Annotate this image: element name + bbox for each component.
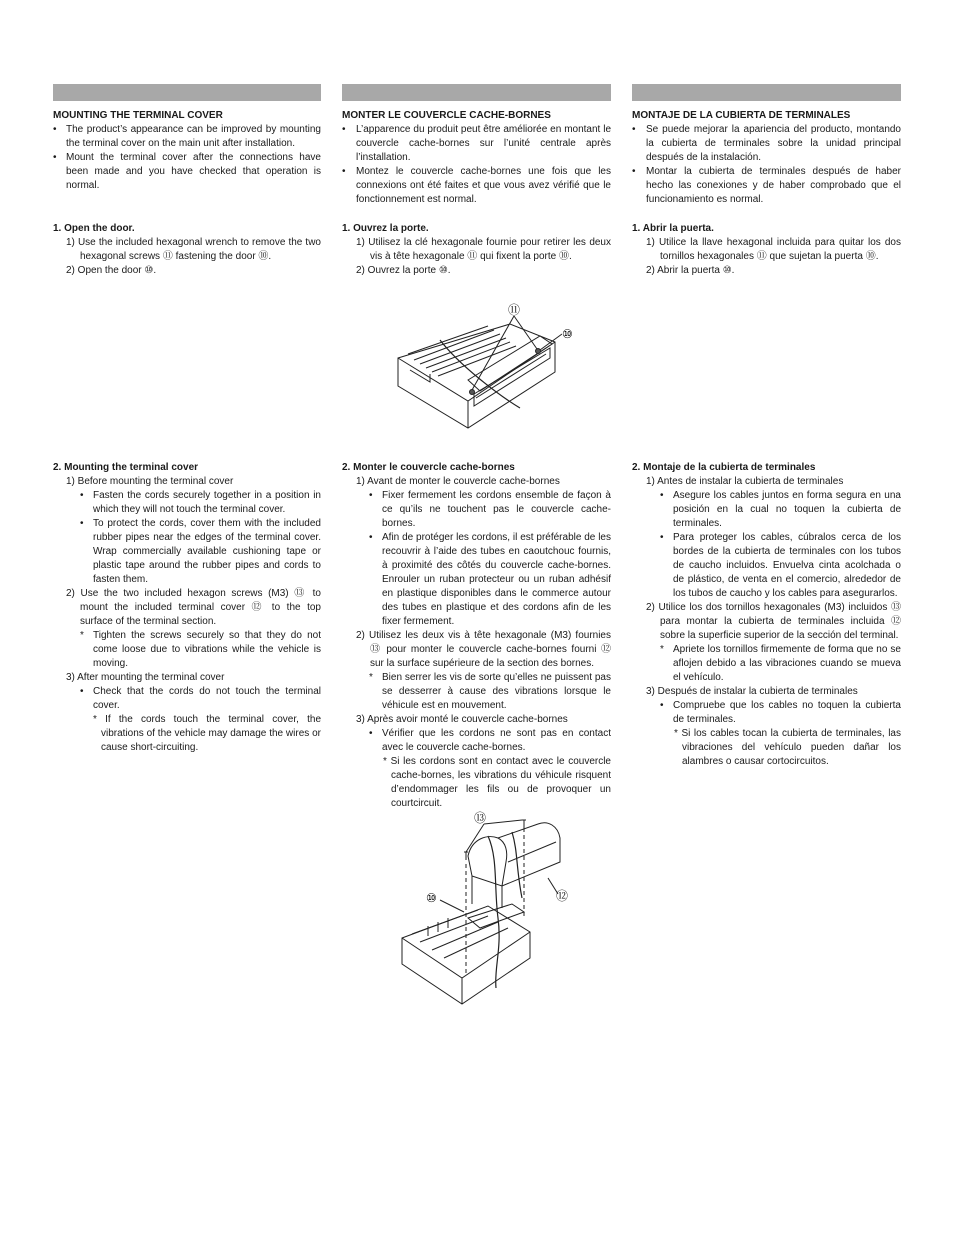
step2-sub1-bullet1-es: • Asegure los cables juntos en forma segura en una posición en la cual no toquen la cubierta de terminales. [660,490,901,529]
step2-sub2-note-es: * Apriete los tornillos firmemente de forma que no se aflojen debido a las vibraciones cuando se mueva el vehículo. [660,644,901,683]
section-title-fr: MONTER LE COUVERCLE CACHE-BORNES [342,110,551,121]
header-bar-fr [342,84,611,101]
intro-list-en [53,123,321,193]
header-bar-es [632,84,901,101]
intro-item-en-1: • The product’s appearance can be improved by mounting the terminal cover on the main unit after installation. [53,124,321,149]
step1-es [632,222,901,278]
step2-title-fr: 2. Monter le couvercle cache-bornes [342,462,515,473]
step2-sub1-bullet2-es: • Para proteger los cables, cúbralos cerca de los bordes de la cubierta de terminales con los tubos de caucho incluidos. Envuelva cinta acolchada o de plástico, de venta en el comercio, alrededor de los tubos de caucho y los cables para asegurarlos. [660,532,901,599]
step2-sub3-es: 3) Después de instalar la cubierta de terminales [646,686,858,697]
step2-sub2-fr: 2) Utilisez les deux vis à tête hexagonale (M3) fournies ⑬ pour monter le couvercle cache-bornes fourni ⑫ sur la surface supérieure de la section des bornes. [356,630,611,669]
step2-sub3-en: 3) After mounting the terminal cover [66,672,225,683]
figure-mount-cover [398,808,588,1010]
step2-sub1-bullet1-en: • Fasten the cords securely together in a position in which they will not touch the terminal cover. [80,490,321,515]
intro-item-es-1: • Se puede mejorar la apariencia del producto, montando la cubierta de terminales sobre la unidad principal después de la instalación. [632,124,901,163]
step2-sub3-bullet-es: • Compruebe que los cables no toquen la cubierta de terminales. [660,700,901,725]
step1-item-es-2: 2) Abrir la puerta ⑩. [646,265,735,276]
callout-cover-12: ⑫ [556,889,569,903]
intro-item-en-2: • Mount the terminal cover after the connections have been made and you have checked that operation is normal. [53,152,321,191]
callout-screw-11: ⑪ [508,303,521,317]
step2-sub1-bullet1-fr: • Fixer fermement les cordons ensemble de façon à ce qu’ils ne touchent pas le couvercle cache-bornes. [369,490,611,529]
step1-title-es: 1. Abrir la puerta. [632,223,714,234]
step1-item-fr-1: 1) Utilisez la clé hexagonale fournie pour retirer les deux vis à tête hexagonale ⑪ qui fixent la porte ⑩. [356,237,611,262]
callout-door-10: ⑩ [562,327,573,341]
step1-en [53,222,321,278]
step2-sub1-fr: 1) Avant de monter le couvercle cache-bornes [356,476,560,487]
callout-door-10: ⑩ [426,891,437,905]
figure-open-door [390,296,590,436]
intro-list-fr [342,123,611,207]
step1-item-en-2: 2) Open the door ⑩. [66,265,157,276]
step2-sub1-es: 1) Antes de instalar la cubierta de terminales [646,476,844,487]
step2-en [53,461,321,755]
step2-sub2-es: 2) Utilice los dos tornillos hexagonales (M3) incluidos ⑬ para montar la cubierta de terminales incluida ⑫ sobre la superficie superior de la sección del terminal. [646,602,901,641]
intro-item-fr-2: • Montez le couvercle cache-bornes une fois que les connexions ont été faites et que vous avez vérifié que le fonctionnement est normal. [342,166,611,205]
step2-sub3-note-en: * If the cords touch the terminal cover, the vibrations of the vehicle may damage the wires or cause short-circuiting. [93,714,322,753]
step2-sub2-note-fr: * Bien serrer les vis de sorte qu’elles ne puissent pas se desserrer à cause des vibrations lorsque le véhicule est en mouvement. [369,672,611,711]
step2-sub3-note-fr: * Si les cordons sont en contact avec le couvercle cache-bornes, les vibrations du véhicule risquent d’endommager les fils ou de provoquer un courtcircuit. [383,756,611,809]
header-bar-en [53,84,321,101]
intro-item-es-2: • Montar la cubierta de terminales después de haber hecho las conexiones y de haber comprobado que el funcionamiento es normal. [632,166,901,205]
step2-sub3-note-es: * Si los cables tocan la cubierta de terminales, las vibraciones del vehículo pueden dañar los alambres o causar cortocircuitos. [674,728,901,767]
step1-fr [342,222,611,278]
intro-item-fr-1: • L’apparence du produit peut être améliorée en montant le couvercle cache-bornes sur l’unité centrale après l’installation. [342,124,611,163]
step1-item-en-1: 1) Use the included hexagonal wrench to remove the two hexagonal screws ⑪ fastening the door ⑩. [66,237,321,262]
step2-sub1-bullet2-en: • To protect the cords, cover them with the included rubber pipes near the edges of the terminal cover. Wrap commercially available cushioning tape or plastic tape around the rubber pipes and cords to fasten them. [80,518,321,585]
step2-sub3-bullet-fr: • Vérifier que les cordons ne sont pas en contact avec le couvercle cache-bornes. [369,728,611,753]
section-title-es: MONTAJE DE LA CUBIERTA DE TERMINALES [632,110,851,121]
step2-sub2-en: 2) Use the two included hexagon screws (M3) ⑬ to mount the included terminal cover ⑫ to the top surface of the terminal section. [66,588,321,627]
step1-title-fr: 1. Ouvrez la porte. [342,223,429,234]
step1-title-en: 1. Open the door. [53,223,135,234]
step2-sub2-note-en: * Tighten the screws securely so that they do not come loose due to vibrations while the vehicle is moving. [80,630,321,669]
step2-es [632,461,901,769]
step2-fr [342,461,611,811]
step2-sub3-bullet-en: • Check that the cords do not touch the terminal cover. [80,686,321,711]
step2-sub1-en: 1) Before mounting the terminal cover [66,476,234,487]
intro-list-es [632,123,901,207]
step2-sub1-bullet2-fr: • Afin de protéger les cordons, il est préférable de les recouvrir à l’aide des tubes en caoutchouc fournis, à proximité des côtés du couvercle cache-bornes. Enrouler un ruban protecteur ou un ruban adhésif en plastique disponibles dans le commerce autour des tubes en plastique et des cordons afin de les fixer fermement. [369,532,611,627]
step2-sub3-fr: 3) Après avoir monté le couvercle cache-bornes [356,714,568,725]
step1-item-fr-2: 2) Ouvrez la porte ⑩. [356,265,451,276]
step2-title-es: 2. Montaje de la cubierta de terminales [632,462,816,473]
callout-screws-13: ⑬ [474,811,487,825]
section-title-en: MOUNTING THE TERMINAL COVER [53,110,223,121]
step1-item-es-1: 1) Utilice la llave hexagonal incluida para quitar los dos tornillos hexagonales ⑪ que sujetan la puerta ⑩. [646,237,901,262]
step2-title-en: 2. Mounting the terminal cover [53,462,199,473]
